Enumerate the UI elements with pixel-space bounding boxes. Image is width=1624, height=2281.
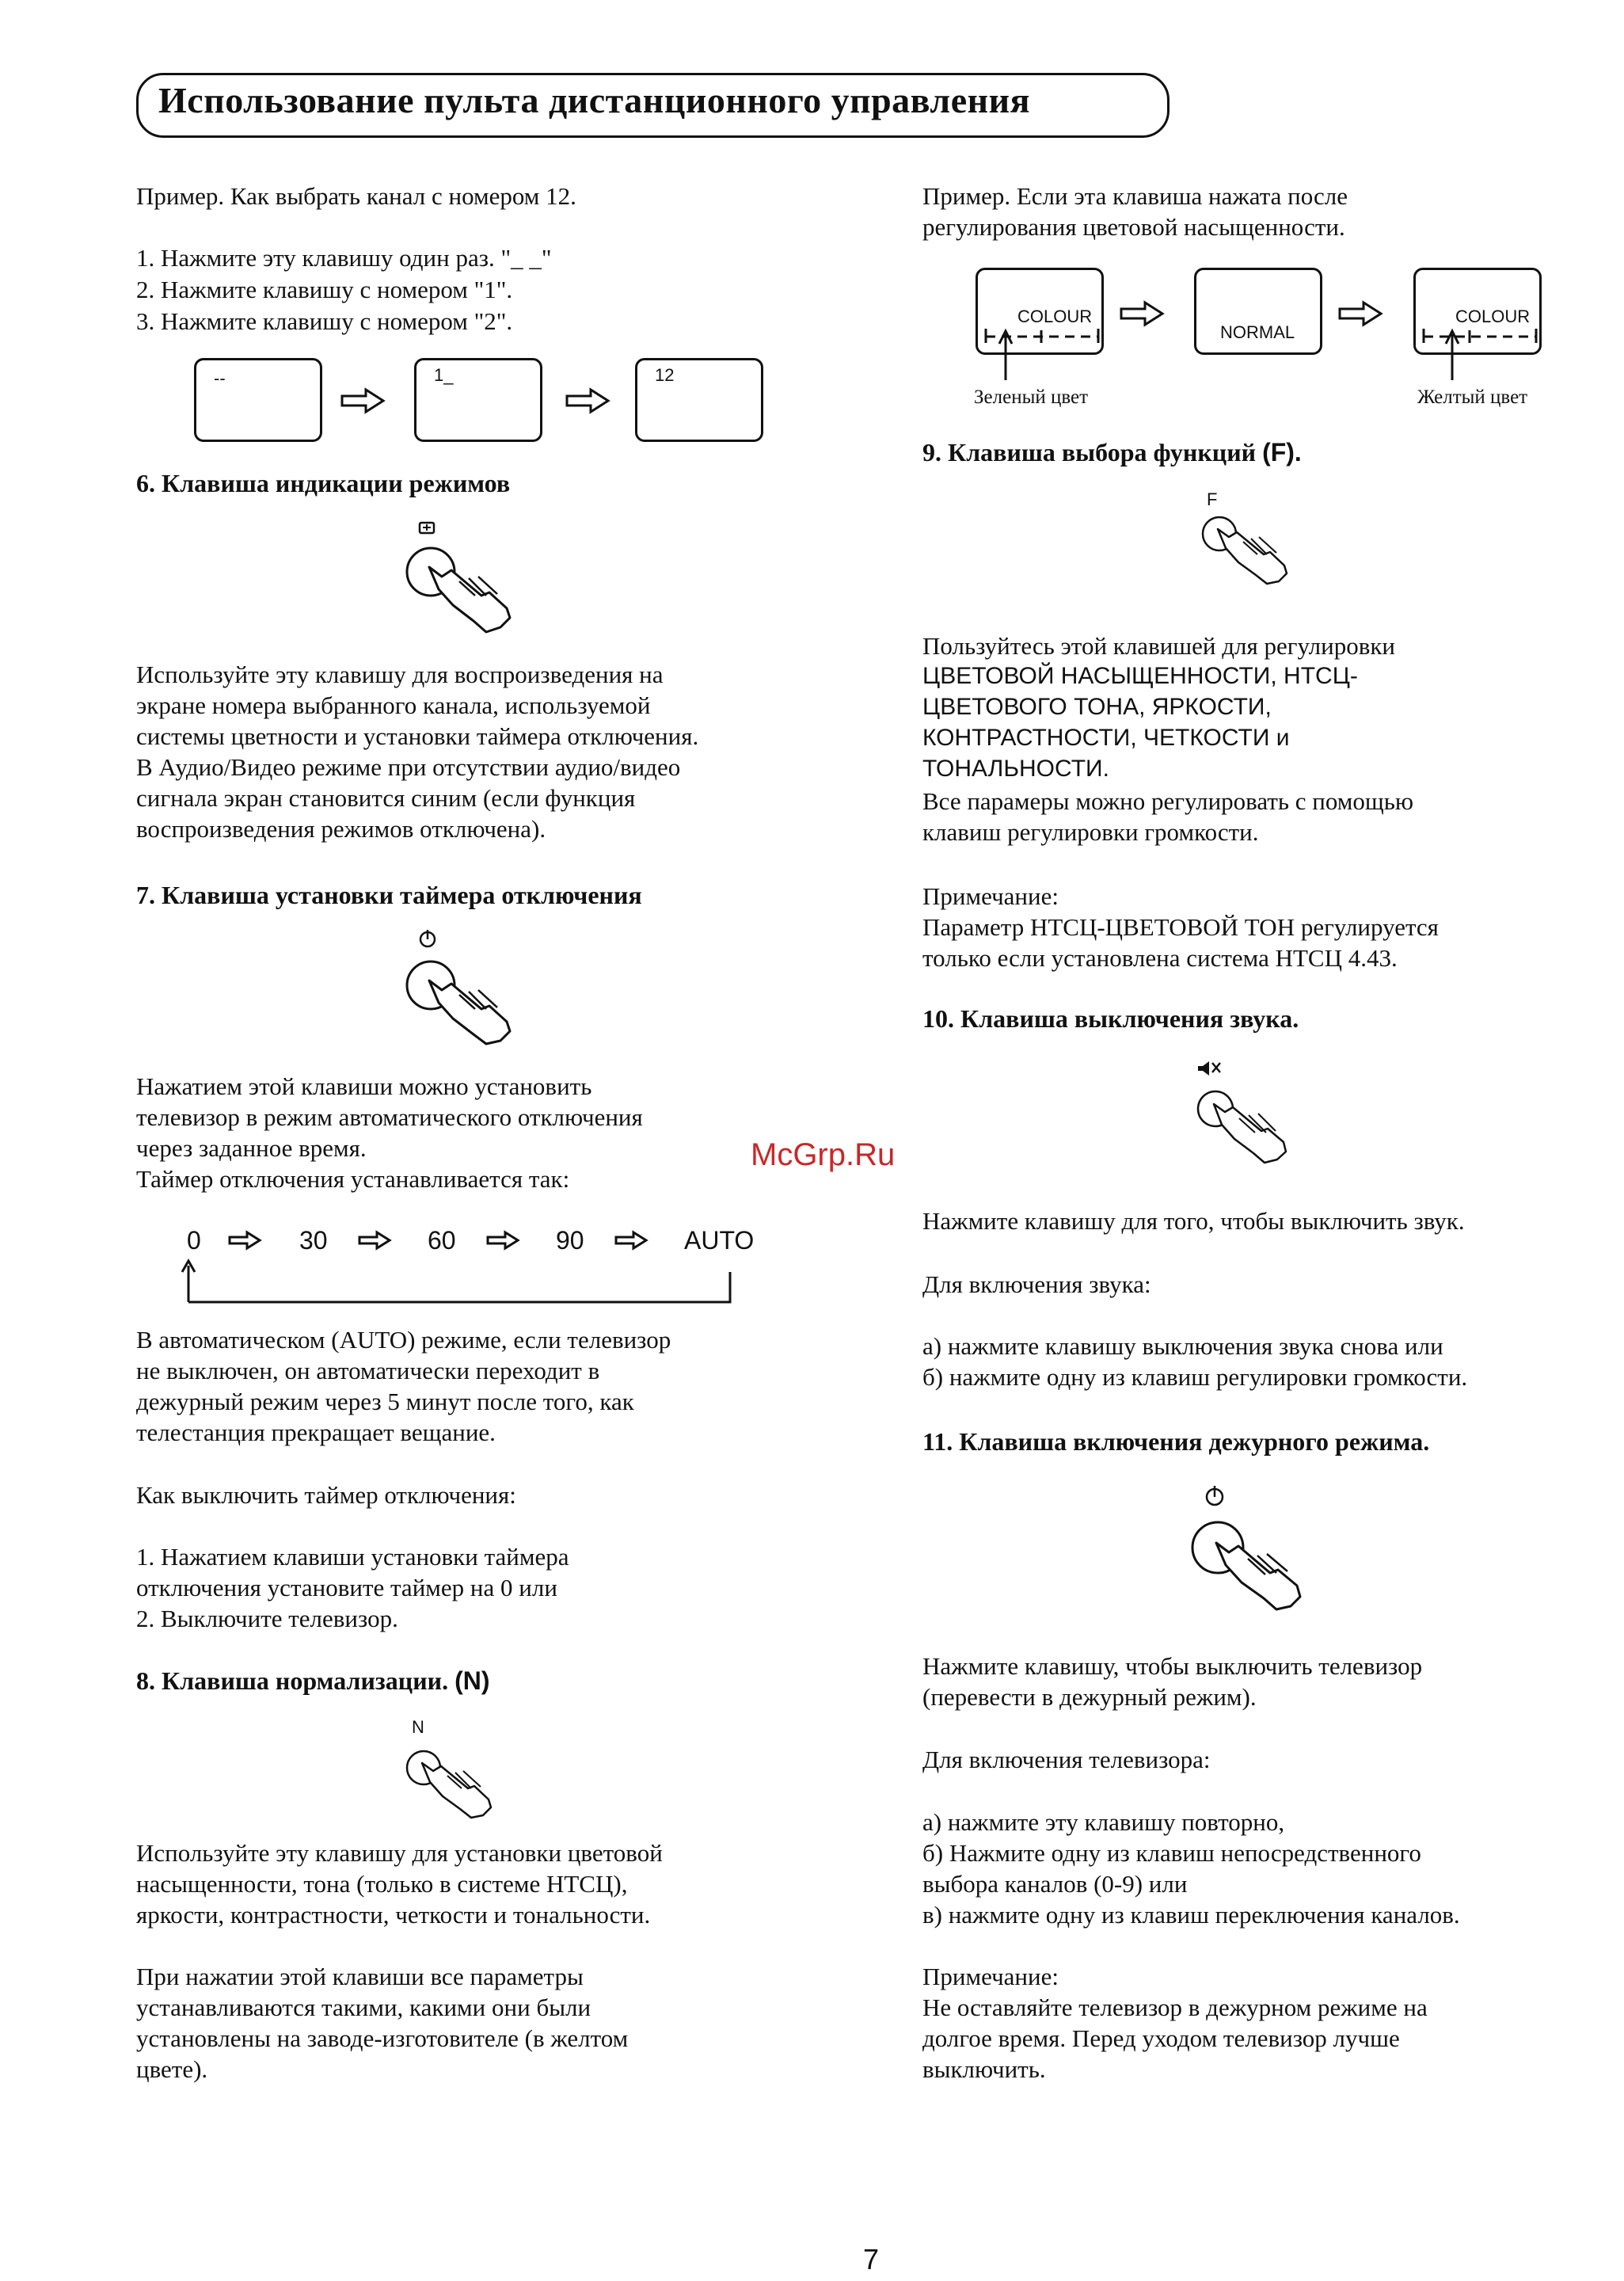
section-9-note-title: Примечание: xyxy=(922,882,1059,910)
section-8-heading-key: (N) xyxy=(454,1666,490,1695)
section-6-line-5: сигнала экран становится синим (если функция xyxy=(136,784,636,812)
section-7-line-1: Нажатием этой клавиши можно установить xyxy=(136,1072,592,1100)
timer-off-step-2: 2. Выключите телевизор. xyxy=(136,1605,398,1632)
section-6-line-3: системы цветности и установки таймера отключения. xyxy=(136,722,699,750)
section-8-line-4: При нажатии этой клавиши все параметры xyxy=(136,1963,584,1990)
section-10-item-b: б) нажмите одну из клавиш регулировки громкости. xyxy=(922,1363,1468,1391)
section-6-line-6: воспроизведения режимов отключена). xyxy=(136,815,546,843)
timer-off-step-1: 1. Нажатием клавиши установки таймера xyxy=(136,1543,569,1571)
arrow-right-icon xyxy=(339,387,386,415)
section-7-line-4: Таймер отключения устанавливается так: xyxy=(136,1165,570,1193)
section-7-heading: 7. Клавиша установки таймера отключения xyxy=(136,881,642,909)
section-9-line-2: ЦВЕТОВОЙ НАСЫЩЕННОСТИ, НТСЦ- xyxy=(922,663,1358,689)
function-key-label: F xyxy=(1207,489,1218,509)
section-11-item-b: б) Нажмите одну из клавиш непосредственного xyxy=(922,1839,1421,1867)
section-11-item-a: а) нажмите эту клавишу повторно, xyxy=(922,1808,1285,1836)
screen-colour-green-text: COLOUR xyxy=(1017,307,1093,326)
example-right-2: регулирования цветовой насыщенности. xyxy=(922,213,1345,241)
section-10-item-a: а) нажмите клавишу выключения звука снова или xyxy=(922,1332,1443,1360)
section-9-line-1: Пользуйтесь этой клавишей для регулировки xyxy=(922,632,1395,660)
section-10-text: Нажмите клавишу для того, чтобы выключить звук. xyxy=(922,1207,1465,1235)
auto-mode-line-4: телестанция прекращает вещание. xyxy=(136,1418,496,1446)
section-6-line-1: Используйте эту клавишу для воспроизведения на xyxy=(136,661,664,688)
page-title: Использование пульта дистанционного управления xyxy=(158,80,1031,120)
section-7-line-2: телевизор в режим автоматического отключения xyxy=(136,1103,643,1131)
screen-dashes xyxy=(194,358,322,442)
timer-off-step-1b: отключения установите таймер на 0 или xyxy=(136,1574,557,1601)
screen-one-text: 1_ xyxy=(434,365,454,385)
sleep-timer-key-icon xyxy=(404,928,538,1047)
section-6-heading: 6. Клавиша индикации режимов xyxy=(136,469,511,497)
standby-key-icon xyxy=(1188,1483,1330,1617)
section-9-line-3: ЦВЕТОВОГО ТОНА, ЯРКОСТИ, xyxy=(922,694,1272,720)
green-colour-label: Зеленый цвет xyxy=(974,387,1089,408)
section-9-note-1: Параметр НТСЦ-ЦВЕТОВОЙ ТОН регулируется xyxy=(922,913,1439,941)
section-11-note-1: Не оставляйте телевизор в дежурном режиме на xyxy=(922,1993,1428,2021)
timer-value-90: 90 xyxy=(556,1226,584,1255)
auto-mode-line-3: дежурный режим через 5 минут после того, как xyxy=(136,1388,634,1415)
section-9-note-2: только если установлена система НТСЦ 4.43. xyxy=(922,944,1398,972)
section-10-heading: 10. Клавиша выключения звука. xyxy=(922,1004,1299,1033)
section-6-line-4: В Аудио/Видео режиме при отсутствии аудио/видео xyxy=(136,753,681,781)
timer-value-0: 0 xyxy=(187,1226,201,1255)
yellow-colour-label: Желтый цвет xyxy=(1417,387,1528,408)
screen-twelve xyxy=(635,358,763,442)
section-11-note-3: выключить. xyxy=(922,2055,1046,2083)
timer-value-30: 30 xyxy=(299,1226,328,1255)
example-intro: Пример. Как выбрать канал с номером 12. xyxy=(136,182,576,210)
section-8-line-5: устанавливаются такими, какими они были xyxy=(136,1993,591,2021)
arrow-right-icon xyxy=(1118,299,1166,328)
section-11-heading: 11. Клавиша включения дежурного режима. xyxy=(922,1427,1430,1456)
section-8-heading xyxy=(136,1666,489,1696)
section-11-note-2: долгое время. Перед уходом телевизор лучше xyxy=(922,2024,1400,2052)
page-number: 7 xyxy=(863,2243,880,2275)
section-6-line-2: экране номера выбранного канала, используемой xyxy=(136,691,651,719)
section-11-item-c: в) нажмите одну из клавиш переключения каналов. xyxy=(922,1901,1460,1929)
section-9-line-5: ТОНАЛЬНОСТИ. xyxy=(922,756,1109,782)
section-9-heading-key: (F). xyxy=(1262,438,1302,466)
function-key-icon xyxy=(1196,485,1322,604)
section-11-note-title: Примечание: xyxy=(922,1963,1059,1990)
section-9-line-4: КОНТРАСТНОСТИ, ЧЕТКОСТИ и xyxy=(922,725,1290,751)
arrow-right-icon xyxy=(1337,299,1384,328)
screen-colour-yellow xyxy=(1413,268,1542,355)
screen-normal-text: NORMAL xyxy=(1220,322,1295,342)
section-9-line-7: клавиш регулировки громкости. xyxy=(922,818,1259,846)
section-8-line-7: цвете). xyxy=(136,2055,208,2083)
screen-normal xyxy=(1194,268,1322,355)
screen-colour-yellow-text: COLOUR xyxy=(1455,307,1531,326)
arrow-right-icon xyxy=(564,387,611,415)
auto-mode-line-1: В автоматическом (AUTO) режиме, если телевизор xyxy=(136,1326,671,1354)
mute-key-icon xyxy=(1192,1058,1326,1177)
section-9-line-6: Все парамеры можно регулировать с помощью xyxy=(922,787,1414,815)
pointer-arrow-green xyxy=(995,326,1018,382)
section-8-line-1: Используйте эту клавишу для установки цветовой xyxy=(136,1839,663,1867)
auto-mode-line-2: не выключен, он автоматически переходит в xyxy=(136,1357,600,1384)
normal-key-label: N xyxy=(412,1717,424,1737)
timer-value-60: 60 xyxy=(428,1226,456,1255)
timer-off-title: Как выключить таймер отключения: xyxy=(136,1481,516,1509)
section-11-item-b2: выбора каналов (0-9) или xyxy=(922,1870,1188,1898)
step-1: 1. Нажмите эту клавишу один раз. "_ _" xyxy=(136,244,552,272)
section-9-heading-text: 9. Клавиша выбора функций xyxy=(922,438,1257,466)
screen-twelve-text: 12 xyxy=(655,365,675,385)
section-8-line-3: яркости, контрастности, четкости и тональности. xyxy=(136,1901,651,1929)
timer-value-auto: AUTO xyxy=(684,1226,755,1255)
section-8-heading-text: 8. Клавиша нормализации. xyxy=(136,1666,449,1695)
step-3: 3. Нажмите клавишу с номером "2". xyxy=(136,307,513,335)
step-2: 2. Нажмите клавишу с номером "1". xyxy=(136,276,513,303)
section-11-on: Для включения телевизора: xyxy=(922,1746,1211,1773)
example-right-1: Пример. Если эта клавиша нажата после xyxy=(922,182,1348,210)
watermark: McGrp.Ru xyxy=(751,1137,896,1172)
section-8-line-2: насыщенности, тона (только в системе НТСЦ), xyxy=(136,1870,628,1898)
pointer-arrow-yellow xyxy=(1441,326,1465,382)
section-9-heading xyxy=(922,438,1302,467)
section-11-line-1: Нажмите клавишу, чтобы выключить телевизор xyxy=(922,1652,1423,1680)
section-10-on: Для включения звука: xyxy=(922,1270,1151,1298)
section-8-line-6: установлены на заводе-изготовителе (в желтом xyxy=(136,2024,629,2052)
screen-one xyxy=(414,358,542,442)
section-11-line-2: (перевести в дежурный режим). xyxy=(922,1683,1257,1711)
screen-dashes-text: -- xyxy=(214,368,226,388)
display-key-icon xyxy=(404,520,538,638)
timer-arrows xyxy=(174,1226,744,1305)
section-7-line-3: через заданное время. xyxy=(136,1134,367,1162)
